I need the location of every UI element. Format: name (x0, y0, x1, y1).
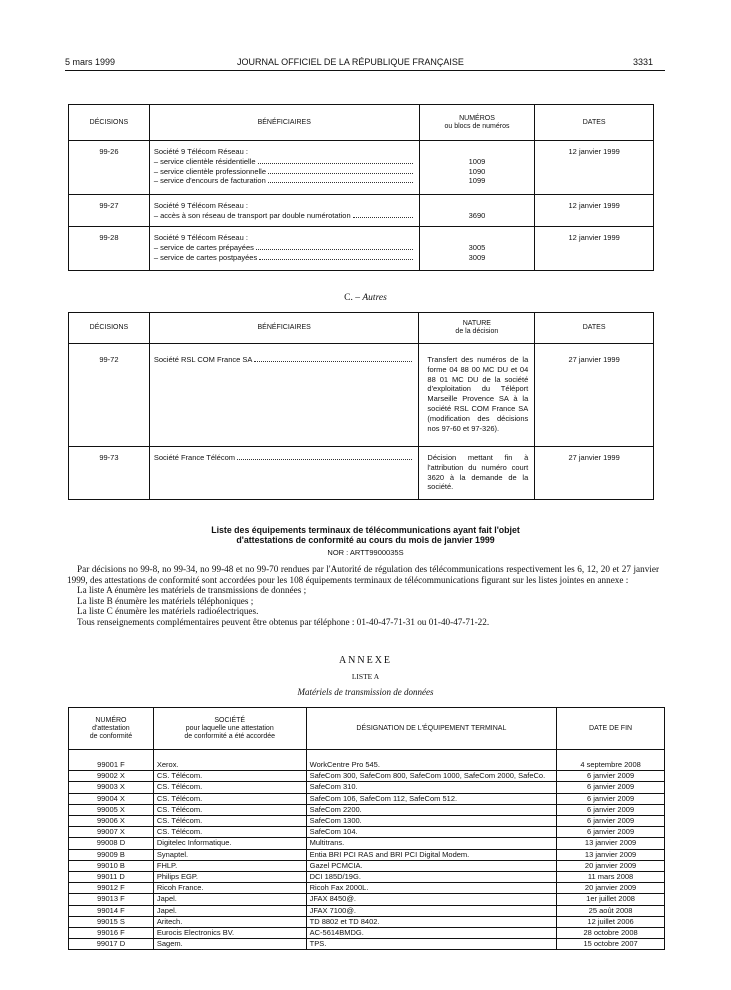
number-value: 3009 (468, 252, 486, 262)
liste-line-c: La liste C énumère les matériels radioélectriques. (77, 606, 259, 617)
beneficiary-cell (149, 141, 419, 195)
equipment-designation: TPS. (306, 939, 557, 950)
equipment-designation: TD 8802 et TD 8402. (306, 916, 557, 927)
service-line: – service clientèle professionnelle (154, 167, 415, 177)
attestation-number: 99009 B (69, 849, 154, 860)
attestation-number: 99012 F (69, 883, 154, 894)
liste-title-2: d'attestations de conformité au cours du mois de janvier 1999 (236, 535, 495, 545)
company-name: Ricoh France. (153, 883, 306, 894)
table-row (69, 838, 665, 849)
table-row (69, 227, 654, 271)
company-name: CS. Télécom. (153, 804, 306, 815)
equipment-designation: JFAX 8450@. (306, 894, 557, 905)
attestation-number: 99004 X (69, 793, 154, 804)
end-date: 1er juillet 2008 (557, 894, 665, 905)
attestation-number: 99008 D (69, 838, 154, 849)
numbers-cell (419, 195, 535, 227)
equipment-table-body (69, 750, 665, 950)
attestation-number: 99010 B (69, 860, 154, 871)
col-designation: DÉSIGNATION DE L'ÉQUIPEMENT TERMINAL (306, 708, 557, 750)
table-row (69, 883, 665, 894)
col-decisions: DÉCISIONS (69, 313, 150, 344)
beneficiary-title: Société 9 Télécom Réseau : (153, 147, 248, 156)
attestation-number: 99005 X (69, 804, 154, 815)
col-nature-l2: de la décision (455, 328, 499, 335)
service-line: – service clientèle résidentielle (154, 157, 415, 167)
end-date: 6 janvier 2009 (557, 827, 665, 838)
end-date: 6 janvier 2009 (557, 816, 665, 827)
attestation-number: 99013 F (69, 894, 154, 905)
col-societe-l2: pour laquelle une attestation (185, 724, 274, 732)
company-name: Eurocis Electronics BV. (153, 928, 306, 939)
attestation-number: 99007 X (69, 827, 154, 838)
beneficiary-cell (149, 195, 419, 227)
equipment-designation: Multitrans. (306, 838, 557, 849)
equipment-designation: Gazel PCMCIA. (306, 860, 557, 871)
col-numero-l2: d'attestation (92, 724, 130, 732)
table-numbers (68, 104, 654, 271)
liste-line-a: La liste A énumère les matériels de transmissions de données ; (77, 585, 307, 596)
table-row (69, 804, 665, 815)
section-c-letter: C. – (344, 293, 360, 303)
col-societe (153, 708, 306, 750)
col-numero-l3: de conformité (89, 732, 133, 740)
table-row (69, 894, 665, 905)
beneficiary-title: Société 9 Télécom Réseau : (153, 233, 248, 242)
nature-cell: Décision mettant fin à l'attribution du numéro court 3620 à la demande de la société. (419, 447, 535, 500)
company-name: CS. Télécom. (153, 816, 306, 827)
attestation-number: 99001 F (69, 750, 154, 771)
liste-title-1: Liste des équipements terminaux de télécommunications ayant fait l'objet (211, 525, 520, 535)
page-number: 3331 (633, 57, 654, 67)
liste-body (67, 564, 659, 628)
date-cell: 12 janvier 1999 (535, 227, 654, 271)
table-row (69, 916, 665, 927)
col-beneficiaires: BÉNÉFICIAIRES (149, 313, 419, 344)
table-row (69, 905, 665, 916)
numbers-cell (419, 227, 535, 271)
attestation-number: 99006 X (69, 816, 154, 827)
header-rule (65, 70, 665, 71)
service-line: – accès à son réseau de transport par double numérotation (154, 211, 415, 221)
number-value: 1090 (468, 166, 486, 176)
attestation-number: 99015 S (69, 916, 154, 927)
company-name: Aritech. (153, 916, 306, 927)
number-value: 3005 (468, 242, 486, 252)
end-date: 20 janvier 2009 (557, 860, 665, 871)
col-date-fin: DATE DE FIN (557, 708, 665, 750)
equipment-designation: AC-5614BMDG. (306, 928, 557, 939)
section-c-heading (0, 293, 731, 303)
end-date: 13 janvier 2009 (557, 838, 665, 849)
company-name: Japel. (153, 905, 306, 916)
equipment-designation: JFAX 7100@. (306, 905, 557, 916)
end-date: 6 janvier 2009 (557, 793, 665, 804)
company-name: CS. Télécom. (153, 771, 306, 782)
col-numero-l1: NUMÉRO (95, 716, 127, 724)
col-dates: DATES (535, 105, 654, 141)
equipment-table (68, 707, 665, 950)
end-date: 20 janvier 2009 (557, 883, 665, 894)
table-autres (68, 312, 654, 500)
company-name: CS. Télécom. (153, 827, 306, 838)
table-row (69, 344, 654, 447)
equipment-designation: WorkCentre Pro 545. (306, 750, 557, 771)
attestation-number: 99017 D (69, 939, 154, 950)
col-decisions: DÉCISIONS (69, 105, 150, 141)
number-value: 1099 (468, 176, 486, 186)
company-name: Japel. (153, 894, 306, 905)
decision-cell: 99-72 (69, 344, 150, 447)
col-societe-l1: SOCIÉTÉ (214, 716, 246, 724)
service-line: – service de cartes prépayées (154, 243, 415, 253)
company-name: Philips EGP. (153, 872, 306, 883)
table-row (69, 928, 665, 939)
equipment-designation: SafeCom 1300. (306, 816, 557, 827)
liste-contact: Tous renseignements complémentaires peuvent être obtenus par téléphone : 01-40-47-71-31 ou 01-40-47-71-22. (77, 616, 490, 627)
table-row (69, 827, 665, 838)
company-name: CS. Télécom. (153, 793, 306, 804)
col-numero (69, 708, 154, 750)
equipment-designation: Entia BRI PCI RAS and BRI PCI Digital Modem. (306, 849, 557, 860)
date-cell: 27 janvier 1999 (535, 344, 654, 447)
company-name: Digitelec Informatique. (153, 838, 306, 849)
end-date: 6 janvier 2009 (557, 771, 665, 782)
col-dates: DATES (535, 313, 654, 344)
decision-cell: 99-73 (69, 447, 150, 500)
annexe-subtitle: Matériels de transmission de données (297, 687, 434, 697)
date-cell: 27 janvier 1999 (535, 447, 654, 500)
table-row (69, 750, 665, 771)
liste-heading (0, 525, 731, 545)
col-nature (419, 313, 535, 344)
number-value: 1009 (468, 156, 486, 166)
section-c-title: Autres (362, 293, 387, 303)
table-row (69, 816, 665, 827)
equipment-designation: SafeCom 106, SafeCom 112, SafeCom 512. (306, 793, 557, 804)
decision-cell: 99-27 (69, 195, 150, 227)
number-value: 3690 (468, 210, 486, 220)
end-date: 28 octobre 2008 (557, 928, 665, 939)
table-row (69, 939, 665, 950)
attestation-number: 99014 F (69, 905, 154, 916)
col-numeros-l2: ou blocs de numéros (444, 122, 510, 130)
table-row (69, 849, 665, 860)
equipment-designation: SafeCom 310. (306, 782, 557, 793)
beneficiary-title: Société 9 Télécom Réseau : (153, 201, 248, 210)
end-date: 11 mars 2008 (557, 872, 665, 883)
table-row (69, 195, 654, 227)
equipment-designation: Ricoh Fax 2000L. (306, 883, 557, 894)
table-row (69, 860, 665, 871)
col-societe-l3: de conformité a été accordée (184, 732, 276, 740)
company-name: CS. Télécom. (153, 782, 306, 793)
beneficiary-cell (149, 227, 419, 271)
col-nature-l1: NATURE (462, 320, 491, 327)
table-row (69, 782, 665, 793)
beneficiary-name: Société RSL COM France SA (153, 355, 253, 364)
liste-paragraph: Par décisions no 99-8, no 99-34, no 99-48 et no 99-70 rendues par l'Autorité de régulation des télécommunications respectivement les 6, 12, 20 et 27 janvier 1999, des attestations de conformité sont accordées pour les 108 équipements terminaux de télécommunications figurant sur les listes jointes en annexe : (67, 564, 659, 585)
equipment-designation: SafeCom 300, SafeCom 800, SafeCom 1000, SafeCom 2000, SafeCo. (306, 771, 557, 782)
end-date: 4 septembre 2008 (557, 750, 665, 771)
company-name: Xerox. (153, 750, 306, 771)
end-date: 25 août 2008 (557, 905, 665, 916)
equipment-designation: SafeCom 2200. (306, 804, 557, 815)
decision-cell: 99-26 (69, 141, 150, 195)
journal-title: JOURNAL OFFICIEL DE LA RÉPUBLIQUE FRANÇAISE (237, 57, 464, 67)
table-row (69, 771, 665, 782)
service-line: – service d'encours de facturation (154, 176, 415, 186)
decision-cell: 99-28 (69, 227, 150, 271)
equipment-designation: DCI 185D/19G. (306, 872, 557, 883)
col-beneficiaires: BÉNÉFICIAIRES (149, 105, 419, 141)
attestation-number: 99002 X (69, 771, 154, 782)
nor-reference: NOR : ARTT9900035S (327, 548, 404, 557)
liste-a-label: LISTE A (351, 672, 380, 681)
col-numeros-l1: NUMÉROS (459, 114, 495, 122)
table-row (69, 793, 665, 804)
table-row (69, 141, 654, 195)
service-line: – service de cartes postpayées (154, 253, 415, 263)
company-name: Sagem. (153, 939, 306, 950)
end-date: 6 janvier 2009 (557, 782, 665, 793)
header-date: 5 mars 1999 (65, 57, 116, 67)
date-cell: 12 janvier 1999 (535, 141, 654, 195)
date-cell: 12 janvier 1999 (535, 195, 654, 227)
table-row (69, 447, 654, 500)
numbers-cell (419, 141, 535, 195)
company-name: Synaptel. (153, 849, 306, 860)
beneficiary-cell (149, 447, 419, 500)
attestation-number: 99011 D (69, 872, 154, 883)
equipment-designation: SafeCom 104. (306, 827, 557, 838)
beneficiary-name: Société France Télécom (153, 453, 236, 462)
col-numeros (419, 105, 535, 141)
end-date: 12 juillet 2006 (557, 916, 665, 927)
attestation-number: 99003 X (69, 782, 154, 793)
end-date: 6 janvier 2009 (557, 804, 665, 815)
liste-line-b: La liste B énumère les matériels téléphoniques ; (77, 595, 254, 606)
company-name: FHLP. (153, 860, 306, 871)
attestation-number: 99016 F (69, 928, 154, 939)
nature-cell: Transfert des numéros de la forme 04 88 00 MC DU et 04 88 01 MC DU de la société d'exploitation du Téléport Marseille Provence SA à la société RSL COM France SA (modification des décisions nos 97-60 et 97-326). (419, 344, 535, 447)
annexe-title: ANNEXE (338, 655, 393, 666)
beneficiary-cell (149, 344, 419, 447)
end-date: 13 janvier 2009 (557, 849, 665, 860)
table-row (69, 872, 665, 883)
end-date: 15 octobre 2007 (557, 939, 665, 950)
